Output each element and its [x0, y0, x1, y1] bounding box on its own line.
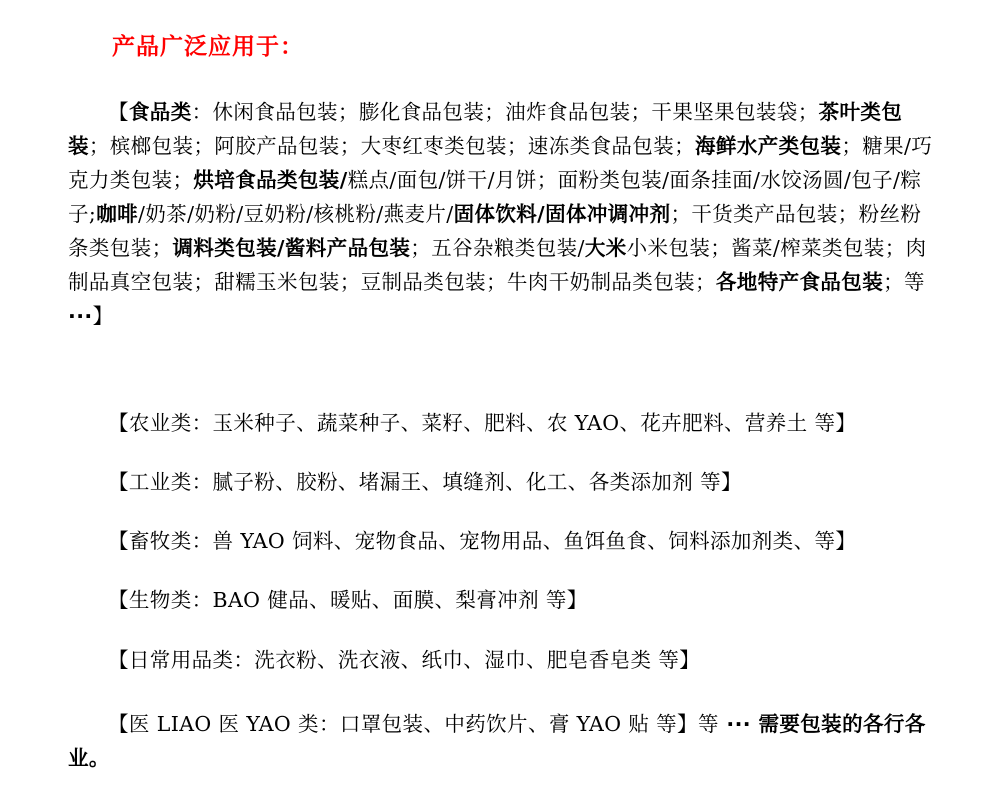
food-text-8: 小米包装；酱菜/榨菜类包装；肉制品真空包装；甜糯玉米包装；豆制品类包装；牛肉干奶制品类包装；: [68, 236, 927, 294]
food-ellipsis: ···: [68, 304, 93, 328]
food-bold-coffee: 咖啡: [96, 202, 139, 226]
food-text-7: ；五谷杂粮类包装/: [410, 236, 585, 260]
medical-text: 【医 LIAO 医 YAO 类：口罩包装、中药饮片、膏 YAO 贴 等】等: [108, 712, 719, 736]
food-bold-seafood: 海鲜水产类包装: [695, 134, 842, 158]
food-text-2: ；槟榔包装；阿胶产品包装；大枣红枣类包装；速冻类食品包装；: [88, 134, 696, 158]
food-bracket-open: 【: [108, 100, 129, 124]
food-bold-seasoning: 调料类包装/酱料产品包装: [172, 236, 411, 260]
industry-category-line: 【工业类：腻子粉、胶粉、堵漏王、填缝剂、化工、各类添加剂 等】: [108, 470, 742, 494]
biology-category-line: 【生物类：BAO 健品、暖贴、面膜、梨膏冲剂 等】: [108, 588, 588, 612]
food-bold-specialty: 各地特产食品包装: [715, 270, 884, 294]
daily-goods-category-line: 【日常用品类：洗衣粉、洗衣液、纸巾、湿巾、肥皂香皂类 等】: [108, 648, 701, 672]
medical-category-paragraph: [68, 707, 934, 775]
food-category-label: 食品类: [128, 100, 192, 124]
food-bold-tea: 茶叶类包装: [68, 100, 903, 158]
livestock-category-line: 【畜牧类：兽 YAO 饲料、宠物食品、宠物用品、鱼饵鱼食、饲料添加剂类、等】: [108, 529, 857, 553]
food-text-4: 糕点/面包/饼干/月饼；面粉类包装/面条挂面/水饺汤圆/包子/粽子;: [68, 168, 922, 226]
medical-bold-text: ··· 需要包装的各行各业。: [68, 712, 926, 770]
food-text-5: /奶茶/奶粉/豆奶粉/核桃粉/燕麦片/: [138, 202, 454, 226]
food-bold-rice: 大米: [584, 236, 627, 260]
food-bracket-close: 】: [92, 304, 114, 328]
agriculture-category-line: 【农业类：玉米种子、蔬菜种子、菜籽、肥料、农 YAO、花卉肥料、营养土 等】: [108, 411, 857, 435]
food-colon: ：: [191, 100, 213, 124]
food-text-3: ；糖果/巧克力类包装；: [68, 134, 933, 192]
food-text-6: ；干货类产品包装；粉丝粉条类包装；: [68, 202, 922, 260]
food-bold-solid-drink: 固体饮料/固体冲调冲剂: [453, 202, 671, 226]
food-text-9: ；等: [883, 270, 925, 294]
page-title: 产品广泛应用于：: [112, 34, 304, 60]
food-category-paragraph: [68, 95, 934, 333]
food-bold-bakery: 烘培食品类包装/: [193, 168, 348, 192]
food-text-1: 休闲食品包装；膨化食品包装；油炸食品包装；干果坚果包装袋；: [212, 100, 819, 124]
